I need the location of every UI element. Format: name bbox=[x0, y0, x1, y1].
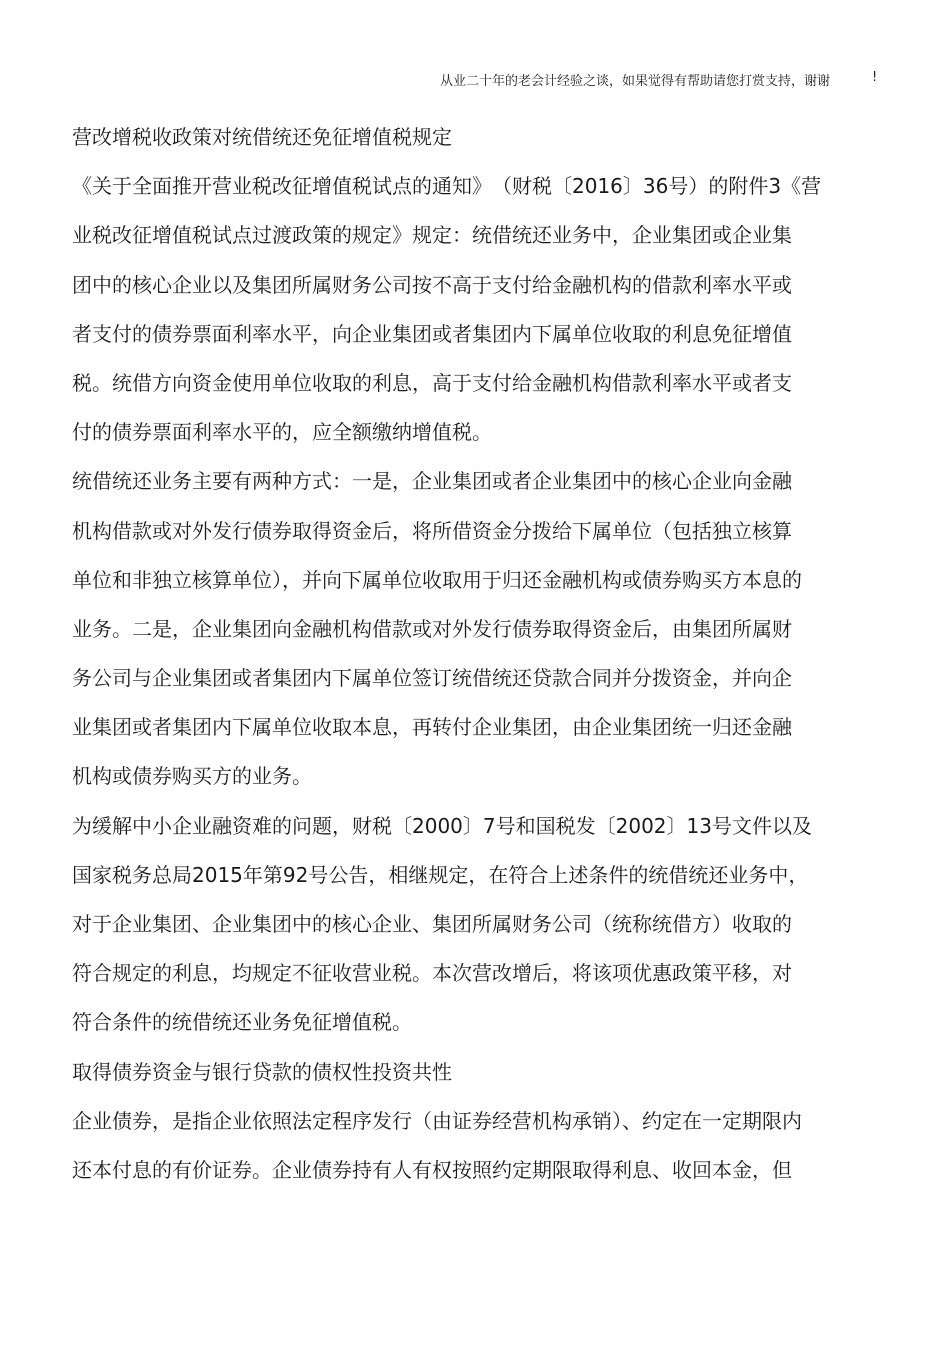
text-line: 符合条件的统借统还业务免征增值税。 bbox=[72, 1010, 412, 1035]
text-line: 付的债券票面利率水平的，应全额缴纳增值税。 bbox=[72, 420, 492, 445]
text-line: 者支付的债券票面利率水平，向企业集团或者集团内下属单位收取的利息免征增值 bbox=[72, 321, 792, 346]
text-line: 还本付息的有价证券。企业债券持有人有权按照约定期限取得利息、收回本金，但 bbox=[72, 1157, 792, 1182]
text-line: 税。统借方向资金使用单位收取的利息，高于支付给金融机构借款利率水平或者支 bbox=[72, 370, 792, 395]
text-line: 单位和非独立核算单位），并向下属单位收取用于归还金融机构或债券购买方本息的 bbox=[72, 567, 802, 592]
text-line: 国家税务总局2015年第92号公告，相继规定，在符合上述条件的统借统还业务中， bbox=[72, 862, 809, 887]
header-note bbox=[440, 70, 878, 89]
text-line: 为缓解中小企业融资难的问题，财税〔2000〕7号和国税发〔2002〕13号文件以及 bbox=[72, 813, 812, 838]
document-title: 营改增税收政策对统借统还免征增值税规定 bbox=[72, 125, 452, 149]
section-heading: 取得债券资金与银行贷款的债权性投资共性 bbox=[72, 1059, 452, 1084]
document-body bbox=[72, 122, 882, 1204]
text-line: 企业债券，是指企业依照法定程序发行（由证券经营机构承销）、约定在一定期限内 bbox=[72, 1108, 802, 1133]
text-line: 《关于全面推开营业税改征增值税试点的通知》 （财税〔2016〕36号）的附件3《营 bbox=[72, 174, 822, 199]
header-note-text: 从业二十年的老会计经验之谈，如果觉得有帮助请您打赏支持，谢谢 bbox=[440, 74, 831, 89]
text-line: 符合规定的利息，均规定不征收营业税。本次营改增后，将该项优惠政策平移，对 bbox=[72, 961, 792, 986]
text-line: 对于企业集团、企业集团中的核心企业、集团所属财务公司（统称统借方）收取的 bbox=[72, 912, 792, 936]
text-line: 业集团或者集团内下属单位收取本息，再转付企业集团，由企业集团统一归还金融 bbox=[72, 715, 792, 740]
text-line: 业税改征增值税试点过渡政策的规定》规定：统借统还业务中，企业集团或企业集 bbox=[72, 223, 792, 248]
header-note-exclamation: ! bbox=[872, 70, 878, 85]
text-line: 统借统还业务主要有两种方式：一是，企业集团或者企业集团中的核心企业向金融 bbox=[72, 469, 792, 494]
text-line: 业务。二是，企业集团向金融机构借款或对外发行债券取得资金后，由集团所属财 bbox=[72, 616, 792, 641]
text-line: 机构或债券购买方的业务。 bbox=[72, 764, 312, 789]
text-line: 团中的核心企业以及集团所属财务公司按不高于支付给金融机构的借款利率水平或 bbox=[72, 272, 792, 297]
text-line: 机构借款或对外发行债券取得资金后，将所借资金分拨给下属单位（包括独立核算 bbox=[72, 518, 792, 543]
text-line: 务公司与企业集团或者集团内下属单位签订统借统还贷款合同并分拨资金，并向企 bbox=[72, 666, 792, 691]
